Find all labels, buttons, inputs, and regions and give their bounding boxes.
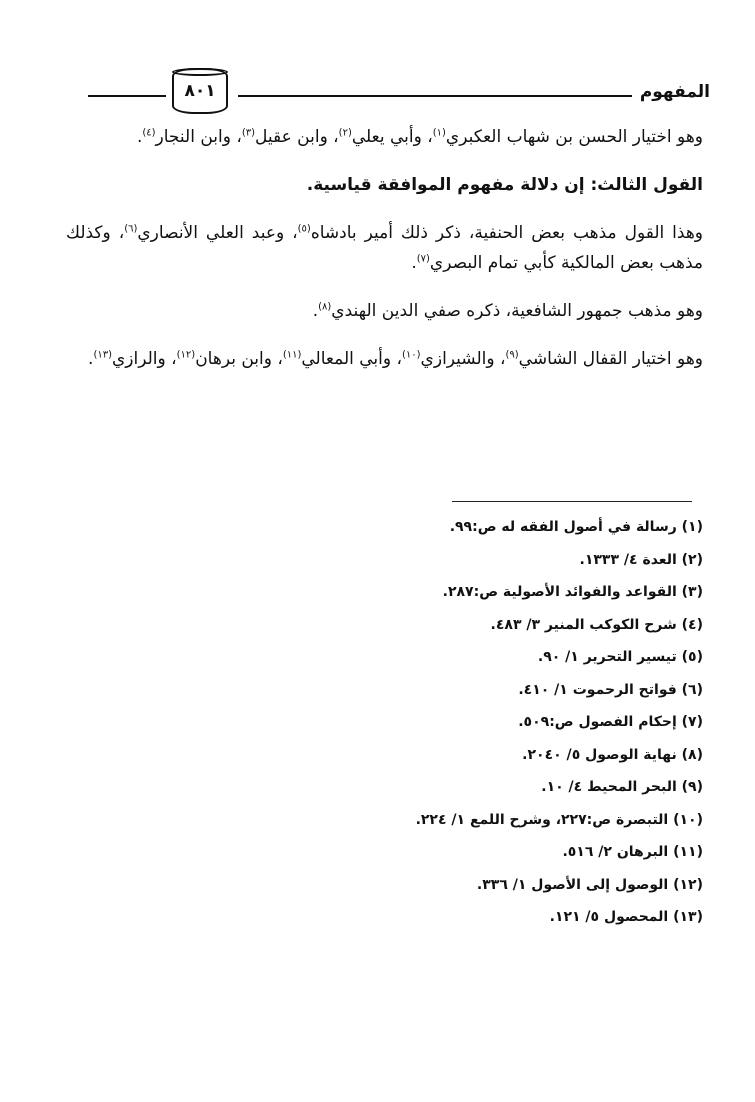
header-rule: [238, 95, 632, 97]
footnote-marker: (١٣): [93, 349, 112, 361]
footnote: (١٢) الوصول إلى الأصول ١/ ٣٣٦.: [476, 876, 703, 893]
footnote: (٦) فواتح الرحموت ١/ ٤١٠.: [518, 681, 703, 698]
footnote-marker: (٥): [297, 223, 311, 235]
footnote: (٩) البحر المحيط ٤/ ١٠.: [541, 779, 703, 795]
text-segment: وهو اختيار القفال الشاشي: [518, 349, 703, 369]
text-segment: ، والشيرازي: [420, 349, 506, 369]
paragraph: [66, 122, 703, 152]
footnote: (١٣) المحصول ٥/ ١٢١.: [549, 909, 703, 925]
footnote-marker: (٧): [416, 253, 430, 265]
text-segment: وهذا القول مذهب بعض الحنفية، ذكر ذلك أمير بادشاه: [310, 223, 704, 243]
footnote: (٣) القواعد والفوائد الأصولية ص:٢٨٧.: [442, 584, 703, 600]
footnotes: [63, 515, 703, 938]
footnote-separator: [452, 501, 692, 502]
text-segment: .: [411, 253, 417, 273]
text-segment: ، وأبي يعلي: [351, 127, 433, 147]
main-text: [66, 122, 703, 392]
footnote-marker: (٣): [241, 127, 256, 139]
footnote-marker: (١١): [282, 349, 302, 361]
page-header: [80, 62, 710, 114]
text-segment: .: [312, 301, 319, 321]
paragraph: [66, 218, 703, 278]
page-number: ٨٠١: [172, 68, 228, 114]
paragraph: [66, 344, 703, 374]
text-segment: ، وكذلك مذهب بعض المالكية كأبي تمام البصري: [66, 223, 703, 273]
footnote: (٢) العدة ٤/ ١٣٣٣.: [579, 551, 703, 568]
text-segment: وهو مذهب جمهور الشافعية، ذكره صفي الدين الهندي: [331, 301, 703, 321]
text-segment: القول الثالث: إن دلالة مفهوم الموافقة قياسية.: [306, 175, 703, 195]
footnote-marker: (٤): [142, 127, 156, 139]
footnote-marker: (٦): [124, 223, 138, 235]
footnote: (١٠) التبصرة ص:٢٢٧، وشرح اللمع ١/ ٢٢٤.: [415, 811, 703, 828]
text-segment: وهو اختيار الحسن بن شهاب العكبري: [445, 127, 703, 147]
footnote: (٨) نهاية الوصول ٥/ ٢٠٤٠.: [522, 746, 703, 763]
footnote-marker: (١٠): [401, 349, 421, 361]
footnote-marker: (١٢): [176, 349, 196, 361]
text-segment: ، وعبد العلي الأنصاري: [137, 223, 298, 243]
text-segment: .: [88, 349, 94, 369]
footnote-marker: (٨): [318, 301, 332, 313]
header-rule-left: [88, 95, 166, 97]
text-segment: ، والرازي: [112, 349, 177, 369]
text-segment: ، وابن برهان: [195, 349, 283, 369]
footnote: (١) رسالة في أصول الفقه له ص:٩٩.: [449, 519, 703, 535]
paragraph: [66, 296, 703, 326]
footnote-marker: (٢): [338, 127, 352, 139]
paragraph: [66, 170, 703, 200]
text-segment: ، وابن النجار: [155, 127, 242, 147]
footnote-marker: (٩): [505, 349, 519, 361]
text-segment: .: [136, 127, 143, 147]
footnote: (١١) البرهان ٢/ ٥١٦.: [562, 844, 703, 860]
footnote: (٤) شرح الكوكب المنير ٣/ ٤٨٣.: [490, 616, 703, 633]
running-head: المفهوم: [639, 82, 710, 102]
footnote-marker: (١): [432, 127, 446, 139]
text-segment: ، وابن عقيل: [255, 127, 339, 147]
footnote: (٧) إحكام الفصول ص:٥٠٩.: [518, 714, 703, 730]
footnote: (٥) تيسير التحرير ١/ ٩٠.: [537, 649, 703, 665]
text-segment: ، وأبي المعالي: [301, 349, 402, 369]
